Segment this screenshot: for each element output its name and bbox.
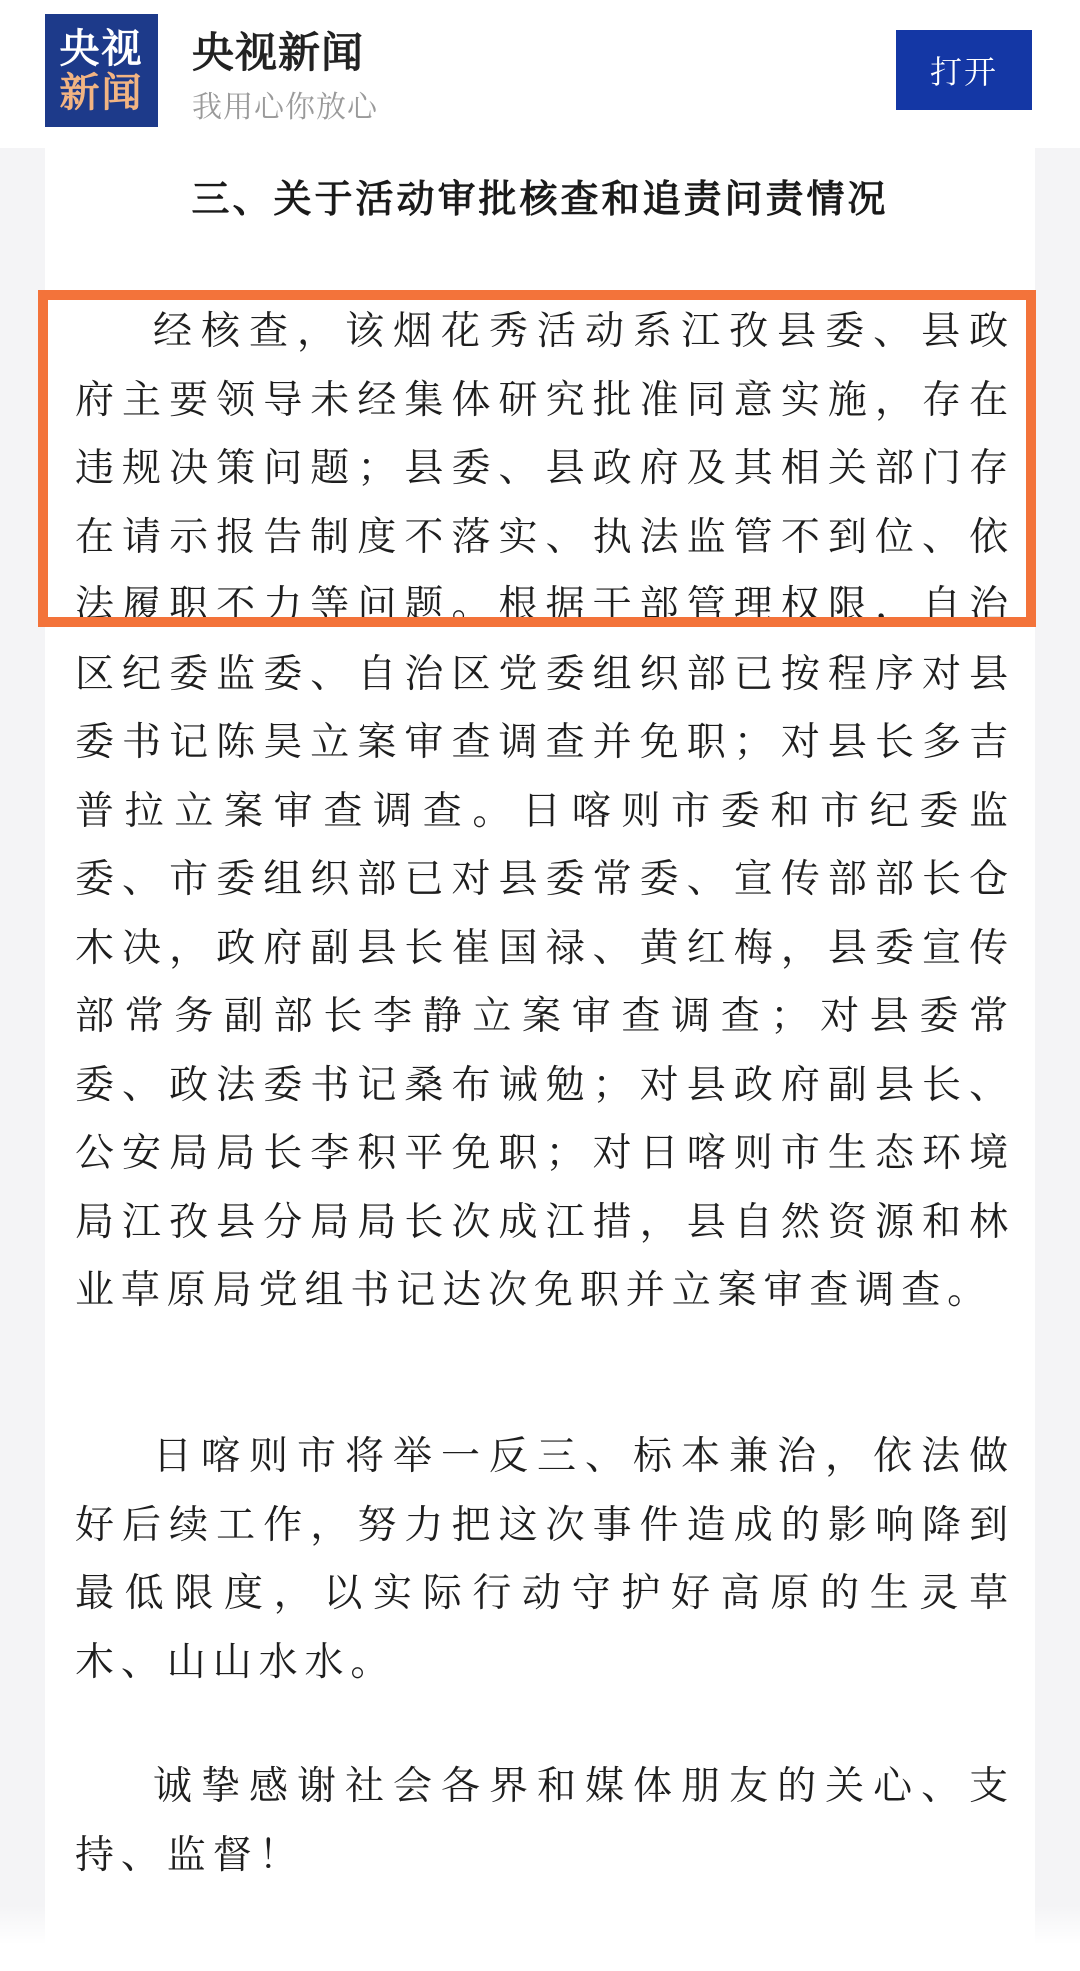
open-app-button[interactable]: 打开: [896, 30, 1032, 110]
section-title: 三、关于活动审批核查和追责问责情况: [191, 177, 889, 221]
article-paragraph: 经核查，该烟花秀活动系江孜县委、县政府主要领导未经集体研究批准同意实施，存在违规决策问题；县委、县政府及其相关部门存在请示报告制度不落实、执法监管不到位、依法履职不力等问题。根据干部管理权限，自治区纪委监委、自治区党委组织部已按程序对县委书记陈昊立案审查调查并免职；对县长多吉普拉立案审查调查。日喀则市委和市纪委监委、市委组织部已对县委常委、宣传部部长仓木决，政府副县长崔国禄、黄红梅，县委宣传部常务副部长李静立案审查调查；对县委常委、政法委书记桑布诫勉；对县政府副县长、公安局局长李积平免职；对日喀则市生态环境局江孜县分局局长次成江措，县自然资源和林业草原局党组书记达次免职并立案审查调查。: [75, 309, 1015, 1313]
app-logo[interactable]: [45, 14, 158, 127]
article-card: [45, 148, 1035, 1971]
article-paragraph: 日喀则市将举一反三、标本兼治，依法做好后续工作，努力把这次事件造成的影响降到最低限度，以实际行动守护好高原的生灵草木、山山水水。: [75, 1434, 1015, 1685]
app-slogan: 我用心你放心: [192, 90, 378, 125]
bottom-fade: [0, 1905, 1080, 1971]
logo-text-bottom: 新闻: [59, 69, 144, 116]
logo-text-top: 央视: [59, 25, 144, 72]
app-name: 央视新闻: [192, 28, 365, 77]
app-banner: [0, 0, 1080, 148]
article-paragraph: 诚挚感谢社会各界和媒体朋友的关心、支持、监督！: [75, 1764, 1015, 1878]
